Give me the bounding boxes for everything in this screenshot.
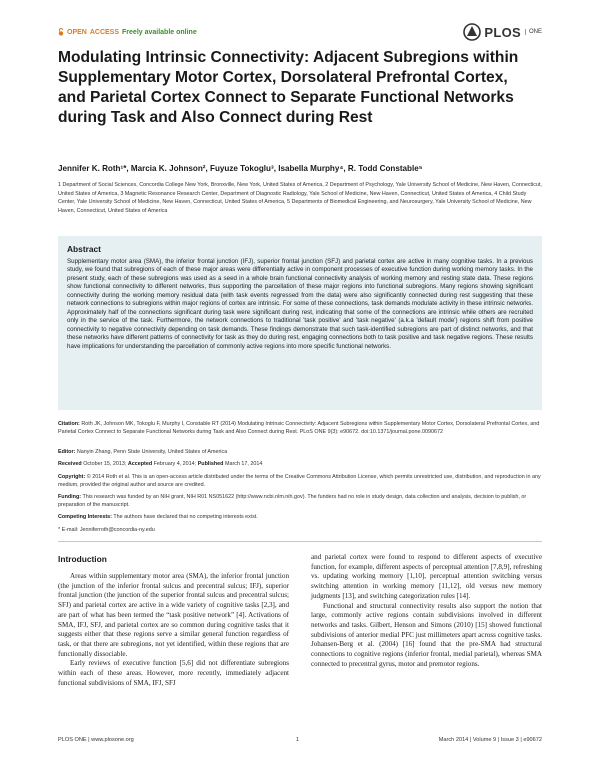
citation-text: Roth JK, Johnson MK, Tokoglu F, Murphy I, Constable RT (2014) Modulating Intrinsic Connectivity: Adjacent Subregions within Supplementary Motor Cortex, Dorsolateral Prefrontal Cortex, and Parietal Cortex Connect to Separate Functional Networks during Task and Also Connect during Rest. PLoS ONE 9(3): e90672. doi:10.1371/journal.pone.0090672 [58, 421, 540, 435]
intro-paragraph: Areas within supplementary motor area (SMA), the inferior frontal junction (the junction of the inferior frontal sulcus and precentral sulcus; IFJ), superior frontal junction (the junction of the superior frontal sulcus and precentral sulcus; SFJ) and parietal cortex are active in a wide variety of cognitive tasks [2,3], and are part of what has been termed the “task positive network” [4]. Activations of SMA, IFJ, SFJ, and parietal cortex are so common during cognitive tasks that it suggests either that these regions serve a similar general function regardless of task, or that there are subregions, not yet identified, within these regions that are functionally dissociable. [58, 572, 289, 658]
funding-text: This research was funded by an NIH grant, NIH R01 NS051622 (http://www.ncbi.nlm.nih.gov). The funders had no role in study design, data collection and analysis, decision to publish, or preparation of the manuscript. [58, 494, 527, 508]
dates-block [58, 461, 542, 469]
one-brand: ONE [525, 29, 542, 35]
accepted-label: Accepted [127, 461, 153, 467]
received-date: October 15, 2013; [83, 461, 127, 467]
page-number: 1 [296, 737, 300, 743]
copyright-label: Copyright: [58, 474, 86, 480]
footer-journal: PLOS ONE | www.plosone.org [58, 737, 134, 743]
access-label: ACCESS [89, 28, 120, 36]
received-label: Received [58, 461, 82, 467]
section-divider [58, 541, 542, 542]
right-column [311, 553, 542, 669]
abstract-text: Supplementary motor area (SMA), the inferior frontal junction (IFJ), superior frontal junction (SFJ) and parietal cortex are active in many cognitive tasks. In a previous study, we found that subregions of each of these major areas were differentially active in component processes of executive function during working memory tasks. In the present study, each of these subregions was used as a seed in a whole brain functional connectivity analysis of working memory and resting state data. These regions show functional connectivity to different networks, thus supporting the parcellation of these major regions into functional subregions. Many regions showing significant connectivity during the working memory residual data (with task events regressed from the data) were also significantly connected during rest suggesting that these network connections to subregions within major regions of cortex are intrinsic. For some of these connections, task demands modulate activity in these intrinsic networks. Approximately half of the connections significant during task were significant during rest, indicating that some of the connections are intrinsic while others are recruited only in the service of the task. Furthermore, the network connections to traditional 'task positive' and 'task negative' (a.k.a 'default mode') regions shift from positive connectivity to negative connectivity depending on task demands. These findings demonstrate that such task-identified subregions are part of distinct networks, and that these networks have different patterns of connectivity for task as they do during rest, engaging connections both to task positive and task negative regions. These results have implications for understanding the parcellation of commonly active regions into more specific functional networks. [67, 258, 533, 350]
intro-paragraph: and parietal cortex were found to respond to different aspects of executive function, for example, different aspects of perceptual attention [7,8,9], refreshing vs. updating working memory [1,10], perceptual attention switching versus switching attention in working memory [11,12], old versus new memory judgments [13], and switching categorization rules [14]. [311, 553, 542, 600]
competing-interests-block [58, 514, 542, 522]
copyright-text: © 2014 Roth et al. This is an open-access article distributed under the terms of the Creative Commons Attribution License, which permits unrestricted use, distribution, and reproduction in any medium, provided the original author and source are credited. [58, 474, 541, 488]
open-label: OPEN [67, 28, 87, 36]
competing-text: The authors have declared that no competing interests exist. [113, 514, 258, 520]
article-title: Modulating Intrinsic Connectivity: Adjacent Subregions within Supplementary Motor Cortex, Dorsolateral Prefrontal Cortex, and Parietal Cortex Connect to Separate Functional Networks during Task and Also Connect during Rest [58, 49, 519, 126]
intro-paragraph: Functional and structural connectivity results also support the notion that large, commonly active regions contain subdivisions involved in different networks and tasks. Gilbert, Henson and Simons (2010) [15] showed functional subdivisions of anterior medial PFC just millimeters apart across cognitive tasks. Johansen-Berg et al. (2004) [16] found that the pre-SMA had structural connections to cognitive regions (inferior frontal, medial parietal), whereas SMA connected to precentral gyrus, motor and premotor regions. [311, 601, 542, 668]
open-lock-icon [58, 28, 64, 36]
citation-label: Citation: [58, 421, 80, 427]
freely-available-label: Freely available online [122, 28, 197, 36]
editor-text: Nanyin Zhang, Penn State University, United States of America [76, 449, 228, 455]
published-label: Published [197, 461, 224, 467]
footer-issue: March 2014 | Volume 9 | Issue 3 | e90672 [438, 737, 542, 743]
citation-block [58, 421, 542, 436]
email-line[interactable]: * E-mail: Jenniferroth@concordia-ny.edu [58, 527, 155, 533]
abstract-heading: Abstract [67, 244, 101, 254]
plos-brand: PLOS [484, 24, 521, 40]
author-list: Jennifer K. Roth¹*, Marcia K. Johnson², Fuyuze Tokoglu³, Isabella Murphy⁴, R. Todd Constable⁵ [58, 164, 423, 173]
competing-label: Competing Interests: [58, 514, 112, 520]
editor-block [58, 449, 542, 457]
funding-block [58, 494, 542, 509]
left-column [58, 572, 289, 688]
journal-header [58, 20, 542, 44]
abstract-box [58, 236, 542, 410]
open-access-badge [58, 28, 197, 36]
intro-paragraph: Early reviews of executive function [5,6] did not differentiate subregions within each of these areas. However, more recently, immediately adjacent functional subdivisions of SMA, IFJ, SFJ [58, 659, 289, 687]
funding-label: Funding: [58, 494, 82, 500]
copyright-block [58, 474, 542, 489]
affiliations: 1 Department of Social Sciences, Concordia College New York, Bronxville, New York, United States of America, 2 Department of Psychology, Yale University School of Medicine, New Haven, Connecticut, United States of America, 3 Magnetic Resonance Research Center, Department of Diagnostic Radiology, Yale School of Medicine, New Haven, Connecticut, United States of America, 4 Child Study Center, Yale University School of Medicine, New Haven, Connecticut, United States of America, 5 Departments of Biomedical Engineering, and Neurosurgery, Yale University School of Medicine, New Haven, Connecticut, United States of America [58, 182, 542, 214]
editor-label: Editor: [58, 449, 76, 455]
published-date: March 17, 2014 [224, 461, 263, 467]
accepted-date: February 4, 2014; [153, 461, 197, 467]
page-footer [58, 737, 542, 743]
introduction-heading: Introduction [58, 554, 107, 564]
plos-one-logo[interactable] [463, 23, 542, 41]
plos-logo-icon [463, 23, 481, 41]
